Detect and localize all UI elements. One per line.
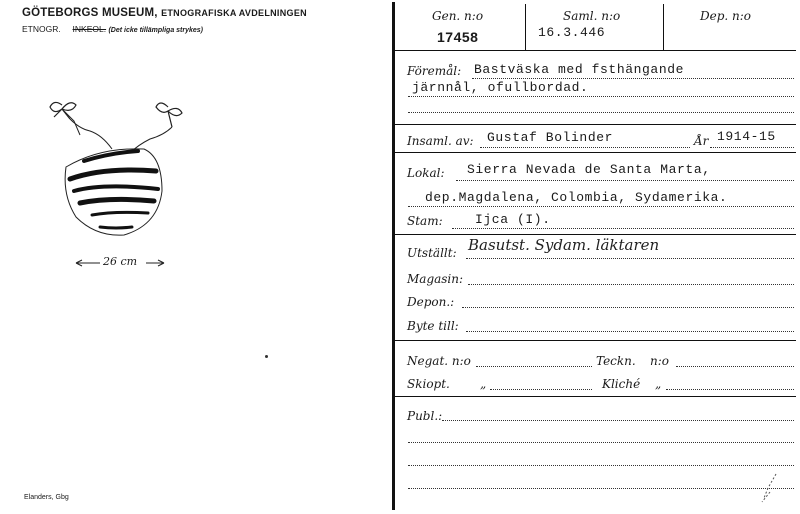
bag-sketch — [40, 95, 200, 280]
dots-foremal-2 — [408, 96, 794, 97]
dots-depon — [462, 307, 794, 308]
lokal-line2: dep.Magdalena, Colombia, Sydamerika. — [425, 190, 728, 205]
category-note: (Det icke tillämpliga strykes) — [108, 27, 204, 34]
card-divider — [392, 2, 395, 510]
category-line — [22, 24, 203, 34]
dots-kliche — [666, 389, 794, 390]
gen-label: Gen. n:o — [432, 9, 484, 23]
saml-value: 16.3.446 — [538, 25, 606, 40]
dots-magasin — [468, 284, 794, 285]
department-name: ETNOGRAFISKA AVDELNINGEN — [161, 8, 307, 18]
foremal-line1: Bastväska med fsthängande — [474, 62, 685, 77]
right-bow — [156, 103, 182, 127]
teckn-suffix: n:o — [650, 354, 669, 368]
insaml-value: Gustaf Bolinder — [487, 130, 614, 145]
lokal-line1: Sierra Nevada de Santa Marta, — [467, 162, 711, 177]
foremal-label: Föremål: — [407, 64, 462, 78]
dots-publ-4 — [408, 488, 794, 489]
dots-teckn — [676, 366, 794, 367]
dots-publ-1 — [442, 420, 794, 421]
museum-name: GÖTEBORGS MUSEUM, — [22, 7, 158, 19]
dots-stam — [452, 228, 794, 229]
lokal-label: Lokal: — [407, 166, 445, 180]
rule-header — [394, 50, 796, 51]
byte-label: Byte till: — [407, 319, 459, 333]
foremal-line2: järnnål, ofullbordad. — [412, 80, 589, 95]
column-divider-2 — [663, 4, 664, 50]
printer-credit: Elanders, Gbg — [24, 494, 69, 501]
column-divider-1 — [525, 4, 526, 50]
dots-publ-2 — [408, 442, 794, 443]
rule-byte — [394, 340, 796, 341]
pencil-mark — [756, 470, 782, 504]
stam-label: Stam: — [407, 214, 443, 228]
dots-byte — [466, 331, 794, 332]
left-bow — [50, 102, 76, 119]
rule-stam — [394, 234, 796, 235]
saml-label: Saml. n:o — [563, 9, 621, 23]
skiopt-label: Skiopt. — [407, 377, 450, 391]
bag-stripes — [70, 151, 158, 228]
paper-speck — [265, 355, 268, 358]
museum-header — [22, 7, 307, 19]
dots-insaml — [480, 147, 690, 148]
kliche-label: Kliché — [602, 377, 641, 391]
category-inkeol: INKEOL. — [72, 24, 107, 34]
dots-ar — [710, 147, 794, 148]
dots-skiopt — [490, 389, 592, 390]
skiopt-ditto: „ — [480, 377, 487, 391]
kliche-ditto: „ — [655, 377, 662, 391]
dots-foremal-1 — [472, 78, 794, 79]
stam-value: Ijca (I). — [475, 212, 551, 227]
strings — [62, 109, 172, 153]
dimension-label: 26 cm — [103, 255, 138, 268]
dots-lokal-2 — [408, 206, 794, 207]
dots-publ-3 — [408, 465, 794, 466]
rule-foremal — [394, 124, 796, 125]
magasin-label: Magasin: — [407, 272, 464, 286]
dots-negat — [476, 366, 592, 367]
depon-label: Depon.: — [407, 295, 455, 309]
bag-body — [65, 149, 162, 235]
category-etnogr: ETNOGR. — [22, 24, 61, 34]
ar-label: År — [694, 134, 709, 148]
insaml-label: Insaml. av: — [407, 134, 474, 148]
ar-value: 1914-15 — [717, 129, 776, 144]
dep-label: Dep. n:o — [700, 9, 752, 23]
teckn-label: Teckn. — [596, 354, 636, 368]
gen-value: 17458 — [437, 29, 479, 45]
dots-utstallt — [466, 258, 794, 259]
dots-lokal-1 — [456, 180, 794, 181]
dots-foremal-3 — [408, 112, 794, 113]
negat-label: Negat. n:o — [407, 354, 471, 368]
utstallt-value: Basutst. Sydam. läktaren — [468, 236, 660, 254]
rule-skiopt — [394, 396, 796, 397]
publ-label: Publ.: — [407, 409, 443, 423]
utstallt-label: Utställt: — [407, 246, 457, 260]
rule-insaml — [394, 152, 796, 153]
